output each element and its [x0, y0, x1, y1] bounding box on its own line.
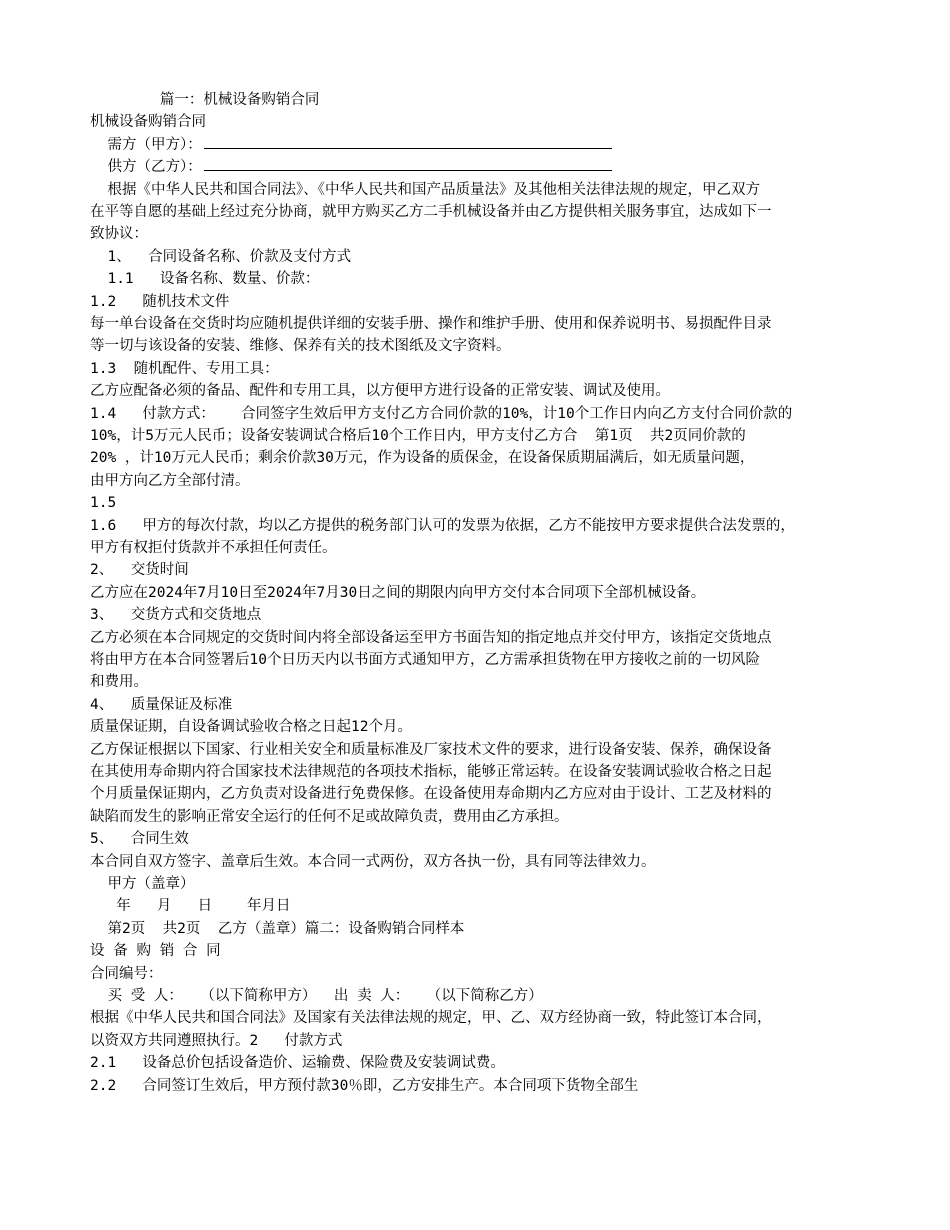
- text-line: [90, 806, 569, 828]
- text-line: [90, 918, 464, 940]
- text-line-content: 乙方保证根据以下国家、行业相关安全和质量标准及厂家技术文件的要求，进行设备安装、保养，确保设备: [90, 741, 772, 758]
- text-line: [90, 671, 148, 693]
- text-line: [90, 851, 656, 873]
- text-line-content: 由甲方向乙方全部付清。: [90, 472, 250, 489]
- text-line-content: 1.6 甲方的每次付款，均以乙方提供的税务部门认可的发票为依据，乙方不能按甲方要求提供合法发票的，: [90, 517, 795, 534]
- text-line-content: 1.3 随机配件、专用工具：: [90, 360, 279, 377]
- text-line: [90, 1030, 342, 1052]
- text-line-content: 设 备 购 销 合 同: [90, 943, 221, 960]
- text-line: [90, 492, 116, 514]
- text-line: [90, 470, 250, 492]
- text-line-content: 机械设备购销合同: [90, 114, 206, 131]
- text-line: [90, 627, 772, 649]
- text-line: [90, 425, 746, 447]
- text-line: [90, 1052, 505, 1074]
- text-line: [90, 873, 194, 895]
- text-line: [90, 515, 795, 537]
- text-line-content: 5、 合同生效: [90, 831, 189, 848]
- text-line-content: 2.1 设备总价包括设备造价、运输费、保险费及安装调试费。: [90, 1055, 505, 1072]
- text-line-content: 等一切与该设备的安装、维修、保养有关的技术图纸及文字资料。: [90, 338, 511, 355]
- text-line: [90, 335, 511, 357]
- fill-in-blank[interactable]: [204, 156, 612, 171]
- text-line-content: 供方（乙方）：: [90, 159, 202, 176]
- text-line-content: 缺陷而发生的影响正常安全运行的任何不足或故障负责，费用由乙方承担。: [90, 808, 569, 825]
- text-line: [90, 649, 760, 671]
- text-line: [90, 783, 772, 805]
- text-line-content: 将由甲方在本合同签署后10个日历天内以书面方式通知甲方，乙方需承担货物在甲方接收之前的一切风险: [90, 652, 760, 668]
- text-line-content: 2、 交货时间: [90, 562, 189, 579]
- text-line-content: 质量保证期，自设备调试验收合格之日起12个月。: [90, 719, 412, 736]
- text-line-content: 每一单台设备在交货时均应随机提供详细的安装手册、操作和维护手册、使用和保养说明书、易损配件目录: [90, 316, 772, 332]
- text-line-content: 本合同自双方签字、盖章后生效。本合同一式两份，双方各执一份，具有同等法律效力。: [90, 853, 656, 870]
- text-line: [90, 604, 261, 626]
- text-line-content: 在其使用寿命期内符合国家技术法律规范的各项技术指标，能够正常运转。在设备安装调试验收合格之日起: [90, 764, 772, 780]
- text-line: [90, 89, 319, 111]
- text-line-content: 4、 质量保证及标准: [90, 696, 233, 713]
- text-line-content: 第2页 共2页 乙方（盖章）篇二：设备购销合同样本: [90, 920, 465, 937]
- text-line: [90, 940, 221, 962]
- text-line: [90, 358, 279, 380]
- text-line-content: 合同编号：: [90, 965, 163, 982]
- text-line: [90, 156, 612, 178]
- text-line-content: 2.2 合同签订生效后，甲方预付款30％即，乙方安排生产。本合同项下货物全部生: [90, 1077, 639, 1094]
- text-line: [90, 739, 772, 761]
- text-line-content: 篇一：机械设备购销合同: [90, 92, 320, 108]
- text-line: [90, 179, 760, 201]
- text-line: [90, 201, 772, 223]
- text-line-content: 根据《中华人民共和国合同法》、《中华人民共和国产品质量法》及其他相关法律法规的规定，甲乙双方: [90, 181, 760, 198]
- text-line-content: 乙方应配备必须的备品、配件和专用工具，以方便甲方进行设备的正常安装、调试及使用。: [90, 383, 670, 400]
- text-line: [90, 111, 206, 133]
- text-line: [90, 761, 772, 783]
- text-line: [90, 1075, 638, 1097]
- text-line: [90, 246, 351, 268]
- text-line: [90, 559, 189, 581]
- text-line: [90, 268, 319, 290]
- text-line-content: 1.2 随机技术文件: [90, 293, 230, 310]
- text-line: [90, 985, 543, 1007]
- text-line: [90, 223, 148, 245]
- text-line: [90, 895, 291, 917]
- fill-in-blank[interactable]: [204, 134, 612, 149]
- text-line-content: 1.4 付款方式： 合同签字生效后甲方支付乙方合同价款的10%，计10个工作日内向乙方支付合同价款的: [90, 405, 793, 422]
- text-line-content: 3、 交货方式和交货地点: [90, 607, 262, 624]
- text-line: [90, 403, 792, 425]
- text-line: [90, 963, 163, 985]
- text-line-content: 1.1 设备名称、数量、价款：: [90, 271, 320, 288]
- text-line: [90, 134, 612, 156]
- text-line: [90, 828, 189, 850]
- text-line-content: 以资双方共同遵照执行。2 付款方式: [90, 1032, 343, 1049]
- text-line-content: 10%，计5万元人民币；设备安装调试合格后10个工作日内，甲方支付乙方合 第1页 共2页同价款的: [90, 428, 746, 444]
- text-line-content: 根据《中华人民共和国合同法》及国家有关法律法规的规定，甲、乙、双方经协商一致，特此签订本合同，: [90, 1010, 772, 1027]
- text-line-content: 需方（甲方）：: [90, 136, 202, 153]
- text-line-content: 20% ，计10万元人民币；剩余价款30万元，作为设备的质保金，在设备保质期届满后，如无质量问题，: [90, 450, 755, 467]
- text-line: [90, 1007, 772, 1029]
- text-line-content: 个月质量保证期内，乙方负责对设备进行免费保修。在设备使用寿命期内乙方应对由于设计、工艺及材料的: [90, 786, 772, 803]
- text-line-content: 甲方有权拒付货款并不承担任何责任。: [90, 540, 337, 556]
- text-line: [90, 537, 337, 559]
- text-line-content: 买 受 人： （以下简称甲方） 出 卖 人： （以下简称乙方）: [90, 988, 543, 1004]
- text-line: [90, 447, 754, 469]
- text-line: [90, 291, 229, 313]
- text-line-content: 年 月 日 年月日: [90, 898, 291, 915]
- text-line-content: 和费用。: [90, 674, 148, 691]
- text-line-content: 甲方（盖章）: [90, 876, 195, 892]
- text-line: [90, 694, 232, 716]
- text-line: [90, 380, 670, 402]
- text-line: [90, 313, 772, 335]
- text-line-content: 致协议：: [90, 226, 148, 243]
- text-line-content: 在平等自愿的基础上经过充分协商，就甲方购买乙方二手机械设备并由乙方提供相关服务事宜，达成如下一: [90, 204, 772, 220]
- text-line: [90, 716, 412, 738]
- text-line-content: 乙方应在2024年7月10日至2024年7月30日之间的期限内向甲方交付本合同项下全部机械设备。: [90, 584, 706, 601]
- text-line-content: 1、 合同设备名称、价款及支付方式: [90, 248, 352, 265]
- text-line-content: 乙方必须在本合同规定的交货时间内将全部设备运至甲方书面告知的指定地点并交付甲方，该指定交货地点: [90, 629, 772, 646]
- text-line-content: 1.5: [90, 495, 117, 512]
- text-line: [90, 582, 705, 604]
